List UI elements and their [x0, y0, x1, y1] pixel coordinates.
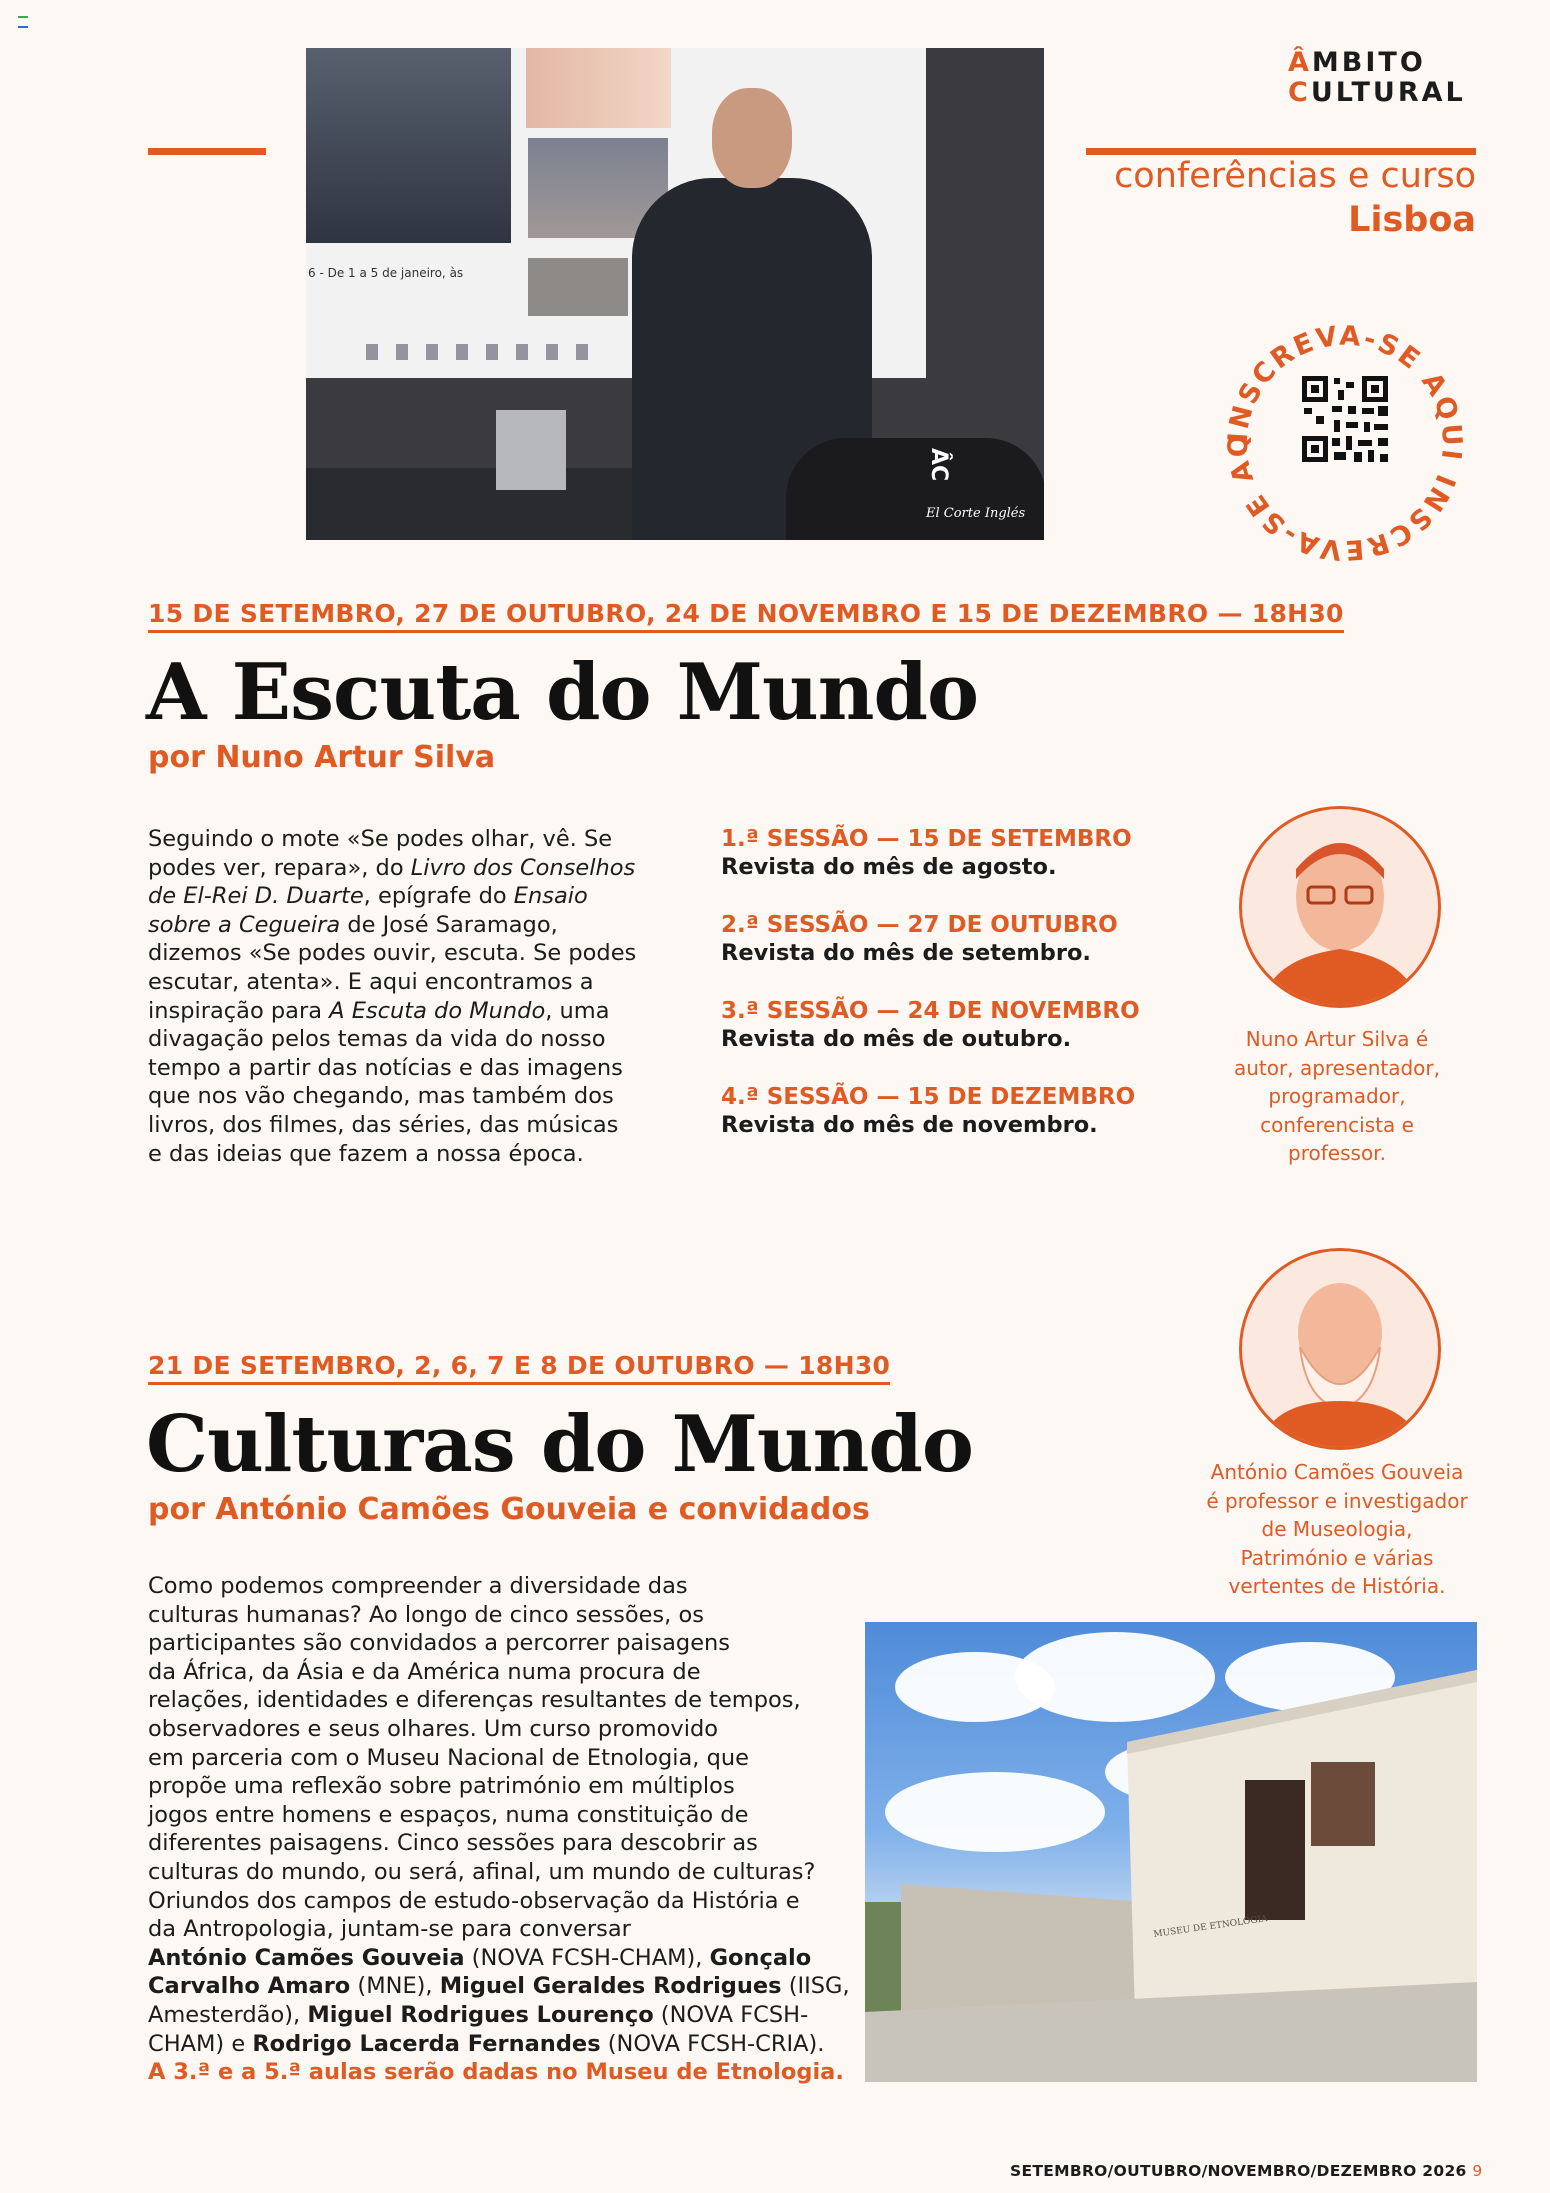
body-text: Livro dos Conselhos	[410, 854, 636, 881]
museum-sign: MUSEU DE ETNOLOGIA	[1152, 1914, 1269, 1940]
body-text: , uma	[545, 997, 610, 1024]
body-line	[148, 1944, 853, 1973]
body-text: , epígrafe do	[363, 883, 514, 910]
body-text: sobre a Cegueira	[148, 911, 341, 938]
menu-icon	[18, 16, 28, 28]
qr-stamp-graphic	[1210, 308, 1480, 578]
event1-byline: por Nuno Artur Silva	[148, 740, 496, 775]
brand-rest-2: ULTURAL	[1310, 77, 1466, 108]
bio-line: António Camões Gouveia	[1210, 1460, 1464, 1484]
session-heading: 3.ª SESSÃO — 24 DE NOVEMBRO	[721, 998, 1140, 1024]
bio-line: é professor e investigador	[1206, 1488, 1468, 1513]
body-text: (NOVA FCSH-CHAM),	[464, 1944, 710, 1971]
body-line	[148, 1025, 688, 1054]
photo-watermark-mark: ÂC	[926, 448, 951, 482]
body-text: Carvalho Amaro	[148, 1973, 351, 2000]
body-text: Rodrigo Lacerda Fernandes	[252, 2030, 601, 2057]
bio-line: Nuno Artur Silva é	[1245, 1027, 1429, 1051]
body-text: divagação pelos temas da vida do nosso	[148, 1026, 606, 1053]
footer	[1010, 2162, 1483, 2180]
body-line	[148, 1111, 688, 1140]
body-text: que nos vão chegando, mas também dos	[148, 1083, 614, 1110]
qr-stamp[interactable]	[1210, 308, 1480, 578]
body-text: Miguel Rodrigues Lourenço	[307, 2001, 654, 2028]
body-text: CHAM) e	[148, 2030, 253, 2057]
museum-photo	[865, 1622, 1477, 2082]
session-heading: 4.ª SESSÃO — 15 DE DEZEMBRO	[721, 1084, 1136, 1110]
body-text: Seguindo o mote «Se podes olhar, vê. Se	[148, 826, 613, 852]
event2-title: Culturas do Mundo	[146, 1399, 973, 1490]
body-text: culturas humanas? Ao longo de cinco sessões, os	[148, 1601, 704, 1628]
body-line	[148, 997, 688, 1026]
brand-rest-1: MBITO	[1311, 47, 1426, 78]
event1-dates: 15 DE SETEMBRO, 27 DE OUTUBRO, 24 DE NOVEMBRO E 15 DE DEZEMBRO — 18H30	[148, 599, 1344, 633]
body-line	[148, 1629, 853, 1658]
body-line	[148, 1829, 853, 1858]
session-item	[721, 997, 1141, 1053]
body-text: de El-Rei D. Duarte	[148, 883, 364, 910]
body-text: de José Saramago,	[340, 911, 558, 938]
body-text: António Camões Gouveia	[148, 1944, 465, 1971]
body-text: participantes são convidados a percorrer paisagens	[148, 1630, 731, 1657]
body-line	[148, 1601, 853, 1630]
session-text: Revista do mês de outubro.	[721, 1026, 1072, 1052]
audience	[786, 438, 1044, 540]
body-text: da África, da Ásia e da América numa procura de	[148, 1658, 701, 1685]
section-title	[1060, 154, 1476, 242]
body-text: culturas do mundo, ou será, afinal, um mundo de culturas?	[148, 1858, 816, 1885]
body-line	[148, 1915, 853, 1944]
body-text: Ensaio	[513, 883, 588, 910]
body-text: jogos entre homens e espaços, numa constituição de	[148, 1801, 749, 1828]
body-text: (IISG,	[781, 1973, 850, 2000]
body-text: da Antropologia, juntam-se para conversar	[148, 1916, 631, 1943]
body-text: relações, identidades e diferenças resultantes de tempos,	[148, 1687, 801, 1714]
bio-line: vertentes de História.	[1228, 1574, 1446, 1598]
body-line	[148, 1715, 853, 1744]
body-line	[148, 2030, 853, 2059]
body-text: diferentes paisagens. Cinco sessões para descobrir as	[148, 1830, 758, 1857]
bio-line: Património e várias	[1240, 1545, 1434, 1570]
portrait-nuno-artur-silva	[1239, 806, 1441, 1008]
footer-issue: SETEMBRO/OUTUBRO/NOVEMBRO/DEZEMBRO 2026	[1010, 2162, 1467, 2180]
body-line	[148, 1140, 688, 1169]
portrait-antonio-camoes-gouveia	[1239, 1248, 1441, 1450]
bio-line: conferencista e	[1260, 1112, 1414, 1137]
svg-text:INSCREVA-SE AQUI INSCREVA-SE A	[1210, 308, 1468, 565]
body-text: observadores e seus olhares. Um curso promovido	[148, 1715, 719, 1742]
body-text: A 3.ª e a 5.ª aulas serão dadas no Museu de Etnologia.	[148, 2059, 844, 2086]
body-line	[148, 854, 688, 883]
body-text: Amesterdão),	[148, 2001, 308, 2028]
body-line	[148, 1744, 853, 1773]
presenter-table	[306, 468, 646, 540]
screen-photo-small	[528, 258, 628, 316]
body-text: Gonçalo	[709, 1944, 812, 1971]
screen-photo-left	[306, 48, 511, 243]
body-text: (NOVA FCSH-	[653, 2001, 809, 2028]
brand-initial-2: C	[1288, 77, 1311, 108]
body-text: (MNE),	[350, 1973, 440, 2000]
qr-code-icon	[1302, 376, 1388, 462]
body-line	[148, 825, 688, 854]
body-line	[148, 1082, 688, 1111]
session-heading: 1.ª SESSÃO — 15 DE SETEMBRO	[721, 826, 1132, 852]
body-text: propõe uma reflexão sobre património em múltiplos	[148, 1773, 735, 1800]
body-text: inspiração para	[148, 997, 330, 1024]
session-text: Revista do mês de novembro.	[721, 1112, 1098, 1138]
body-text: e das ideias que fazem a nossa época.	[148, 1140, 584, 1167]
portrait-illustration	[1242, 809, 1438, 1005]
body-line	[148, 1772, 853, 1801]
body-line	[148, 1686, 853, 1715]
body-text: Oriundos dos campos de estudo-observação da História e	[148, 1887, 800, 1914]
event2-byline: por António Camões Gouveia e convidados	[148, 1492, 870, 1527]
event1-sessions	[721, 825, 1141, 1139]
brand-logo	[1288, 48, 1466, 108]
section-category: conferências e curso	[1114, 156, 1476, 196]
body-text: podes ver, repara», do	[148, 854, 411, 881]
body-line	[148, 968, 688, 997]
body-line	[148, 2001, 853, 2030]
portrait-illustration	[1242, 1251, 1438, 1447]
body-text: livros, dos filmes, das séries, das músicas	[148, 1111, 619, 1138]
body-text: Como podemos compreender a diversidade das	[148, 1573, 688, 1599]
page-number: 9	[1472, 2162, 1483, 2180]
body-line	[148, 1887, 853, 1916]
section-city: Lisboa	[1348, 200, 1476, 240]
body-text: Miguel Geraldes Rodrigues	[439, 1973, 782, 2000]
body-line	[148, 882, 688, 911]
body-text: dizemos «Se podes ouvir, escuta. Se podes	[148, 940, 637, 967]
session-heading: 2.ª SESSÃO — 27 DE OUTUBRO	[721, 912, 1118, 938]
body-line	[148, 1054, 688, 1083]
event2-description	[148, 1572, 853, 2087]
body-line	[148, 1801, 853, 1830]
screen-photo-top	[526, 48, 671, 128]
left-top-rule	[148, 148, 266, 155]
bio-line: programador,	[1268, 1084, 1406, 1108]
session-item	[721, 825, 1141, 881]
body-text: escutar, atenta». E aqui encontramos a	[148, 968, 594, 995]
event1-title: A Escuta do Mundo	[146, 647, 979, 738]
session-item	[721, 911, 1141, 967]
event1-bio	[1196, 1025, 1478, 1168]
session-text: Revista do mês de setembro.	[721, 940, 1091, 966]
body-line	[148, 2058, 853, 2087]
qr-ring-text: INSCREVA-SE AQUI INSCREVA-SE AQ	[1222, 320, 1468, 566]
speaker-head	[712, 88, 792, 188]
body-text: A Escuta do Mundo	[329, 997, 546, 1024]
museum-building	[865, 1622, 1477, 2082]
bio-line: autor, apresentador,	[1234, 1055, 1440, 1080]
body-line	[148, 1658, 853, 1687]
session-item	[721, 1083, 1141, 1139]
laptop	[496, 410, 566, 490]
body-line	[148, 911, 688, 940]
body-line	[148, 1572, 853, 1601]
photo-watermark-brand: El Corte Inglés	[926, 506, 1026, 521]
session-text: Revista do mês de agosto.	[721, 854, 1057, 880]
body-line	[148, 939, 688, 968]
hero-photo	[306, 48, 1044, 540]
event2-dates: 21 DE SETEMBRO, 2, 6, 7 E 8 DE OUTUBRO — 18H30	[148, 1351, 890, 1385]
body-line	[148, 1972, 853, 2001]
body-line	[148, 1858, 853, 1887]
screen-caption: 6 - De 1 a 5 de janeiro, às	[308, 266, 464, 280]
body-text: em parceria com o Museu Nacional de Etnologia, que	[148, 1744, 749, 1771]
body-text: tempo a partir das notícias e das imagens	[148, 1054, 623, 1081]
bio-line: professor.	[1288, 1141, 1386, 1165]
bio-line: de Museologia,	[1261, 1517, 1413, 1541]
event2-bio	[1190, 1458, 1484, 1601]
body-text: (NOVA FCSH-CRIA).	[600, 2030, 825, 2057]
brand-initial-1: Â	[1288, 47, 1312, 78]
screen-taskbar	[366, 344, 606, 360]
event1-description	[148, 825, 688, 1168]
